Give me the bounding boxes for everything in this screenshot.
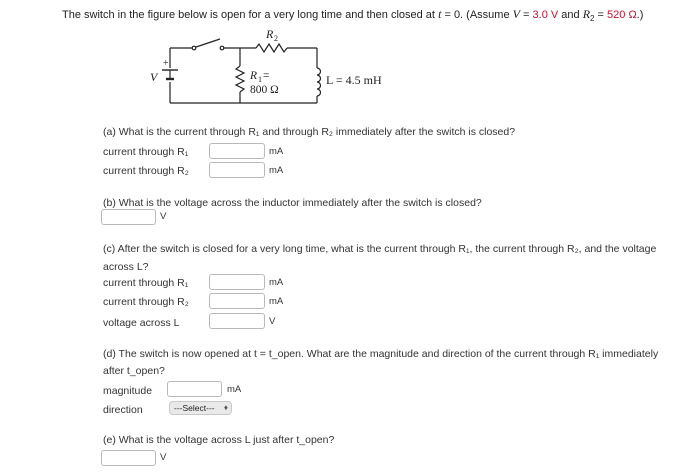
- switch-contact: [220, 46, 224, 50]
- r1-diagram-subscript: 1: [258, 75, 262, 84]
- part-e-input[interactable]: [101, 450, 156, 466]
- part-c-l-label: voltage across L: [103, 317, 180, 329]
- r2-subscript: 2: [590, 14, 595, 24]
- r2-value: 520 Ω: [607, 9, 637, 21]
- switch-blade: [196, 39, 220, 47]
- inductor-label: L = 4.5 mH: [326, 73, 382, 87]
- circuit-diagram: [0, 0, 700, 120]
- battery-plus-sign: +: [163, 58, 169, 69]
- r1-diagram-equals: =: [263, 70, 270, 82]
- chevron-updown-icon: ♦: [223, 403, 228, 412]
- select-value: ---Select---: [174, 403, 215, 413]
- v-value: 3.0 V: [532, 9, 559, 21]
- part-c-r2-unit: mA: [269, 296, 284, 307]
- v-equals: =: [519, 9, 533, 21]
- part-d-magnitude-input[interactable]: [167, 381, 222, 397]
- part-b-unit: V: [160, 211, 167, 222]
- part-c-r1-unit: mA: [269, 277, 284, 288]
- part-d-magnitude-label: magnitude: [103, 385, 153, 397]
- part-c-r1-label: current through R₁: [103, 277, 189, 289]
- r2-resistor: [256, 44, 287, 52]
- and-text: and: [558, 9, 583, 21]
- part-c-l-unit: V: [269, 316, 276, 327]
- part-a-r1-input[interactable]: [209, 143, 265, 159]
- part-a-r2-unit: mA: [269, 165, 284, 176]
- part-b-input[interactable]: [101, 209, 156, 225]
- part-d-question-line2: after t_open?: [103, 365, 165, 377]
- part-c-r2-input[interactable]: [209, 293, 265, 309]
- intro-suffix: .): [636, 9, 644, 21]
- switch-pivot: [192, 46, 196, 50]
- r1-diagram-value: 800 Ω: [250, 84, 279, 96]
- part-b-question: (b) What is the voltage across the inductor immediately after the switch is closed?: [103, 197, 482, 209]
- t-equals: = 0. (Assume: [441, 9, 513, 21]
- part-d-magnitude-unit: mA: [227, 384, 242, 395]
- r2-diagram-subscript: 2: [274, 34, 278, 43]
- part-a-r2-input[interactable]: [209, 162, 265, 178]
- r1-resistor: [236, 66, 244, 92]
- part-d-direction-label: direction: [103, 404, 143, 416]
- r2-equals: =: [594, 9, 608, 21]
- part-c-r1-input[interactable]: [209, 274, 265, 290]
- part-e-question: (e) What is the voltage across L just after t_open?: [103, 434, 335, 446]
- part-c-l-input[interactable]: [209, 313, 265, 329]
- inductor-coil: [317, 68, 321, 96]
- t-variable: t: [438, 7, 442, 21]
- intro-prefix: The switch in the figure below is open for a very long time and then closed at: [62, 9, 435, 21]
- part-c-question-line2: across L?: [103, 261, 149, 273]
- r2-variable: R: [582, 7, 591, 21]
- part-d-direction-select[interactable]: [169, 401, 232, 415]
- v-variable: V: [512, 7, 520, 21]
- part-c-r2-label: current through R₂: [103, 296, 189, 308]
- part-a-r1-label: current through R₁: [103, 146, 189, 158]
- part-a-r2-label: current through R₂: [103, 165, 189, 177]
- r2-diagram-label: R: [266, 27, 274, 41]
- part-e-unit: V: [160, 452, 167, 463]
- battery-v-label: V: [150, 70, 158, 84]
- part-d-question-line1: (d) The switch is now opened at t = t_open. What are the magnitude and direction of the current through R₁ immediately: [103, 348, 659, 360]
- part-a-question: (a) What is the current through R₁ and through R₂ immediately after the switch is closed?: [103, 126, 516, 138]
- r1-diagram-label: R: [250, 70, 258, 82]
- part-a-r1-unit: mA: [269, 146, 284, 157]
- part-c-question-line1: (c) After the switch is closed for a very long time, what is the current through R₁, the current through R₂, and the voltage: [103, 243, 657, 255]
